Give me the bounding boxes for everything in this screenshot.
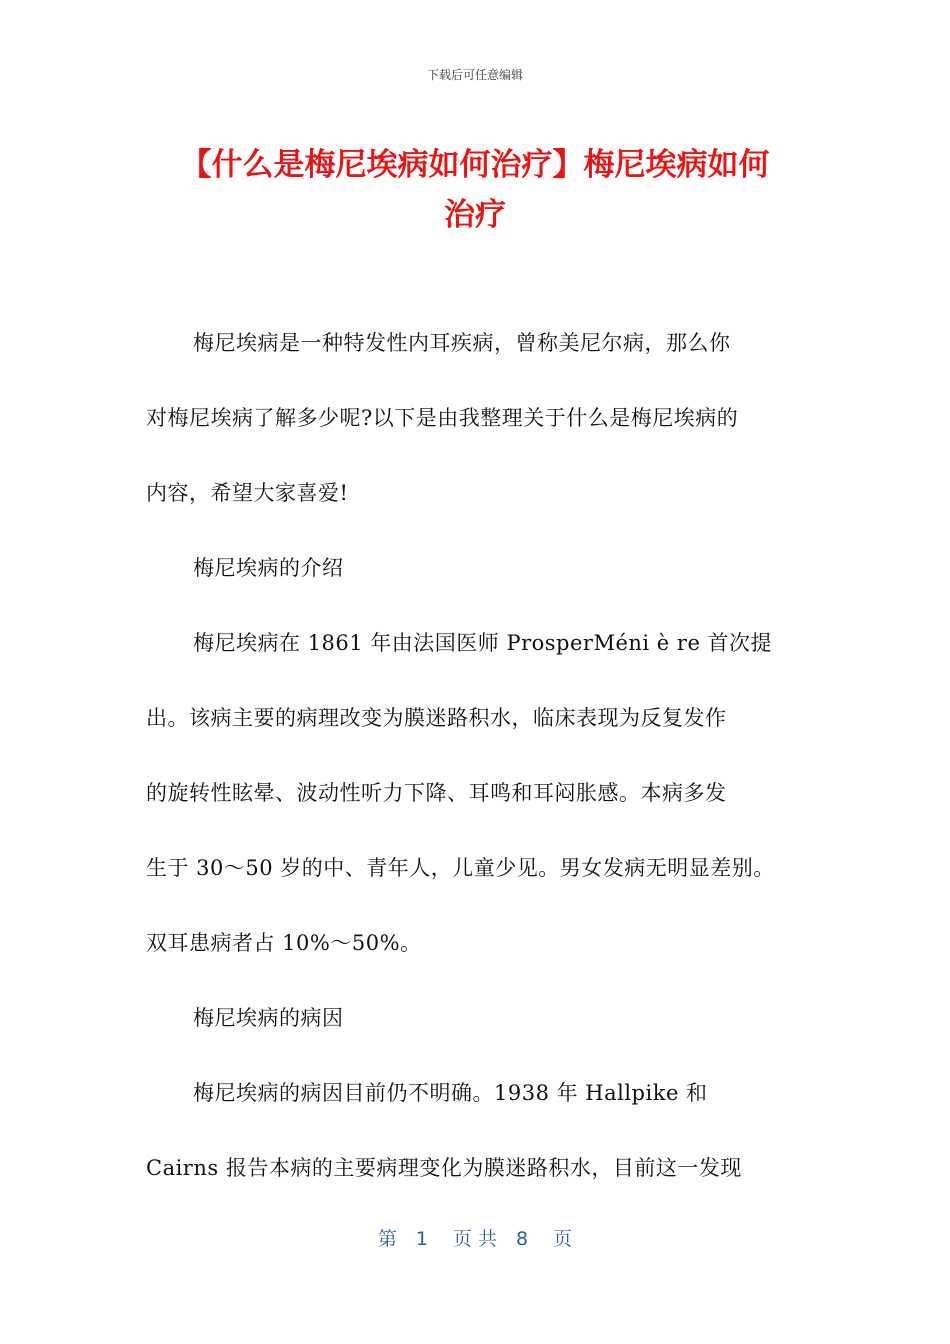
body-line-3: 内容，希望大家喜爱! xyxy=(146,481,349,505)
body-line-11: 梅尼埃病的病因目前仍不明确。1938 年 Hallpike 和 xyxy=(193,1081,708,1105)
document-title xyxy=(140,140,810,240)
body-line-1: 梅尼埃病是一种特发性内耳疾病，曾称美尼尔病，那么你 xyxy=(193,331,731,355)
document-body xyxy=(146,318,826,1218)
body-line-12: Cairns 报告本病的主要病理变化为膜迷路积水，目前这一发现 xyxy=(146,1156,742,1180)
body-line-2: 对梅尼埃病了解多少呢?以下是由我整理关于什么是梅尼埃病的 xyxy=(146,406,739,430)
section-heading-causes: 梅尼埃病的病因 xyxy=(193,1006,344,1030)
body-line-9: 双耳患病者占 10%～50%。 xyxy=(146,931,422,955)
body-line-6: 出。该病主要的病理改变为膜迷路积水，临床表现为反复发作 xyxy=(146,706,727,730)
body-line-5: 梅尼埃病在 1861 年由法国医师 ProsperMéni è re 首次提 xyxy=(193,631,773,655)
body-line-7: 的旋转性眩晕、波动性听力下降、耳鸣和耳闷胀感。本病多发 xyxy=(146,781,727,805)
section-heading-introduction: 梅尼埃病的介绍 xyxy=(193,556,344,580)
title-line-1: 【什么是梅尼埃病如何治疗】梅尼埃病如何 xyxy=(180,147,770,183)
title-line-2: 治疗 xyxy=(444,197,506,233)
page-number: 第 1 页 共 8 页 xyxy=(377,1228,573,1250)
body-line-8: 生于 30～50 岁的中、青年人，儿童少见。男女发病无明显差别。 xyxy=(146,856,775,880)
download-note: 下载后可任意编辑 xyxy=(426,68,523,82)
